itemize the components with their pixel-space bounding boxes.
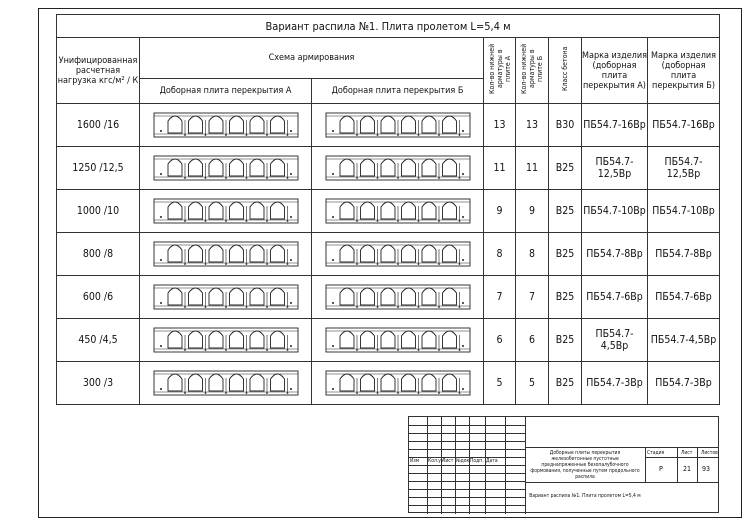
mark-b-cell: ПБ54.7-3Вр [648,362,720,405]
mark-b-cell: ПБ54.7-6Вр [648,276,720,319]
count-a-cell: 6 [484,319,516,362]
plate-b-scheme [312,319,484,362]
count-a-cell: 5 [484,362,516,405]
stamp-col-label: №док [456,458,470,464]
slab-section-drawing [323,323,473,357]
slab-section-drawing [151,108,301,142]
table-row [57,362,720,405]
slab-section-drawing [323,108,473,142]
concrete-cell: B25 [549,233,582,276]
concrete-cell: B25 [549,147,582,190]
plate-b-scheme [312,190,484,233]
slab-section-drawing [323,366,473,400]
header-scheme: Схема армирования [140,38,484,79]
plate-b-scheme [312,233,484,276]
slab-section-drawing [323,151,473,185]
sheet-value: 21 [683,465,692,473]
stage-value: Р [659,465,663,473]
reinforcement-table [56,14,720,405]
plate-a-scheme [140,276,312,319]
stamp-col-label: Кол.уч [428,458,444,464]
mark-b-cell: ПБ54.7-12,5Вр [648,147,720,190]
table-row [57,147,720,190]
sheets-label: Листов [701,450,718,456]
mark-b-cell: ПБ54.7-4,5Вр [648,319,720,362]
mark-a-cell: ПБ54.7-4,5Вр [582,319,648,362]
plate-a-scheme [140,362,312,405]
count-b-cell: 8 [516,233,549,276]
table-row [57,276,720,319]
load-cell: 1600 /16 [57,104,140,147]
slab-section-drawing [151,280,301,314]
mark-a-cell: ПБ54.7-6Вр [582,276,648,319]
concrete-cell: B25 [549,319,582,362]
plate-a-scheme [140,233,312,276]
count-b-cell: 6 [516,319,549,362]
plate-a-scheme [140,104,312,147]
slab-section-drawing [151,366,301,400]
slab-section-drawing [323,237,473,271]
sheets-value: 93 [702,465,711,473]
stamp-col-label: Изм [410,458,420,464]
mark-a-cell: ПБ54.7-12,5Вр [582,147,648,190]
header-plate-b: Доборная плита перекрытия Б [312,79,484,104]
header-mark-b: Марка изделия (доборная плита перекрытия Б) [648,38,720,104]
header-load: Унифицированная расчетная нагрузка кгс/м² / К [57,38,140,104]
mark-b-cell: ПБ54.7-8Вр [648,233,720,276]
load-cell: 1250 /12,5 [57,147,140,190]
table-row [57,190,720,233]
count-a-cell: 7 [484,276,516,319]
count-a-cell: 13 [484,104,516,147]
table-row [57,104,720,147]
table-row [57,319,720,362]
sheet-label: Лист [681,450,693,456]
header-mark-a: Марка изделия (доборная плита перекрытия А) [582,38,648,104]
table-title: Вариант распила №1. Плита пролетом L=5,4 м [57,15,720,38]
mark-a-cell: ПБ54.7-3Вр [582,362,648,405]
concrete-cell: B25 [549,362,582,405]
slab-section-drawing [151,323,301,357]
mark-a-cell: ПБ54.7-10Вр [582,190,648,233]
count-b-cell: 11 [516,147,549,190]
mark-a-cell: ПБ54.7-16Вр [582,104,648,147]
table-row [57,233,720,276]
slab-section-drawing [323,280,473,314]
count-b-cell: 5 [516,362,549,405]
header-plate-a: Доборная плита перекрытия А [140,79,312,104]
load-cell: 1000 /10 [57,190,140,233]
plate-b-scheme [312,104,484,147]
plate-a-scheme [140,319,312,362]
load-cell: 600 /6 [57,276,140,319]
title-block [408,416,719,513]
stamp-description: Доборные плиты перекрытия железобетонные пустотные преднапряженные безопалубочного формования, полученные путем продольного распила [530,450,640,480]
stamp-col-label: Лист [442,458,454,464]
header-concrete: Класс бетона [549,38,582,104]
slab-section-drawing [151,237,301,271]
load-cell: 800 /8 [57,233,140,276]
plate-b-scheme [312,362,484,405]
plate-b-scheme [312,276,484,319]
concrete-cell: B25 [549,276,582,319]
load-cell: 300 /3 [57,362,140,405]
count-a-cell: 11 [484,147,516,190]
slab-section-drawing [151,151,301,185]
stamp-sheet-title: Вариант распила №1. Плита пролетом L=5,4 м [529,493,641,499]
count-a-cell: 8 [484,233,516,276]
load-cell: 450 /4,5 [57,319,140,362]
plate-b-scheme [312,147,484,190]
mark-b-cell: ПБ54.7-16Вр [648,104,720,147]
mark-b-cell: ПБ54.7-10Вр [648,190,720,233]
slab-section-drawing [151,194,301,228]
count-b-cell: 9 [516,190,549,233]
slab-section-drawing [323,194,473,228]
concrete-cell: B25 [549,190,582,233]
mark-a-cell: ПБ54.7-8Вр [582,233,648,276]
stamp-col-label: Подп. [470,458,484,464]
header-count-a: Кол-во нижней арматуры в плите А [484,38,516,104]
header-count-b: Кол-во нижней арматуры в плите Б [516,38,549,104]
count-b-cell: 13 [516,104,549,147]
plate-a-scheme [140,190,312,233]
plate-a-scheme [140,147,312,190]
count-a-cell: 9 [484,190,516,233]
concrete-cell: B30 [549,104,582,147]
stage-label: Стадия [647,450,665,456]
stamp-col-label: Дата [486,458,498,464]
count-b-cell: 7 [516,276,549,319]
